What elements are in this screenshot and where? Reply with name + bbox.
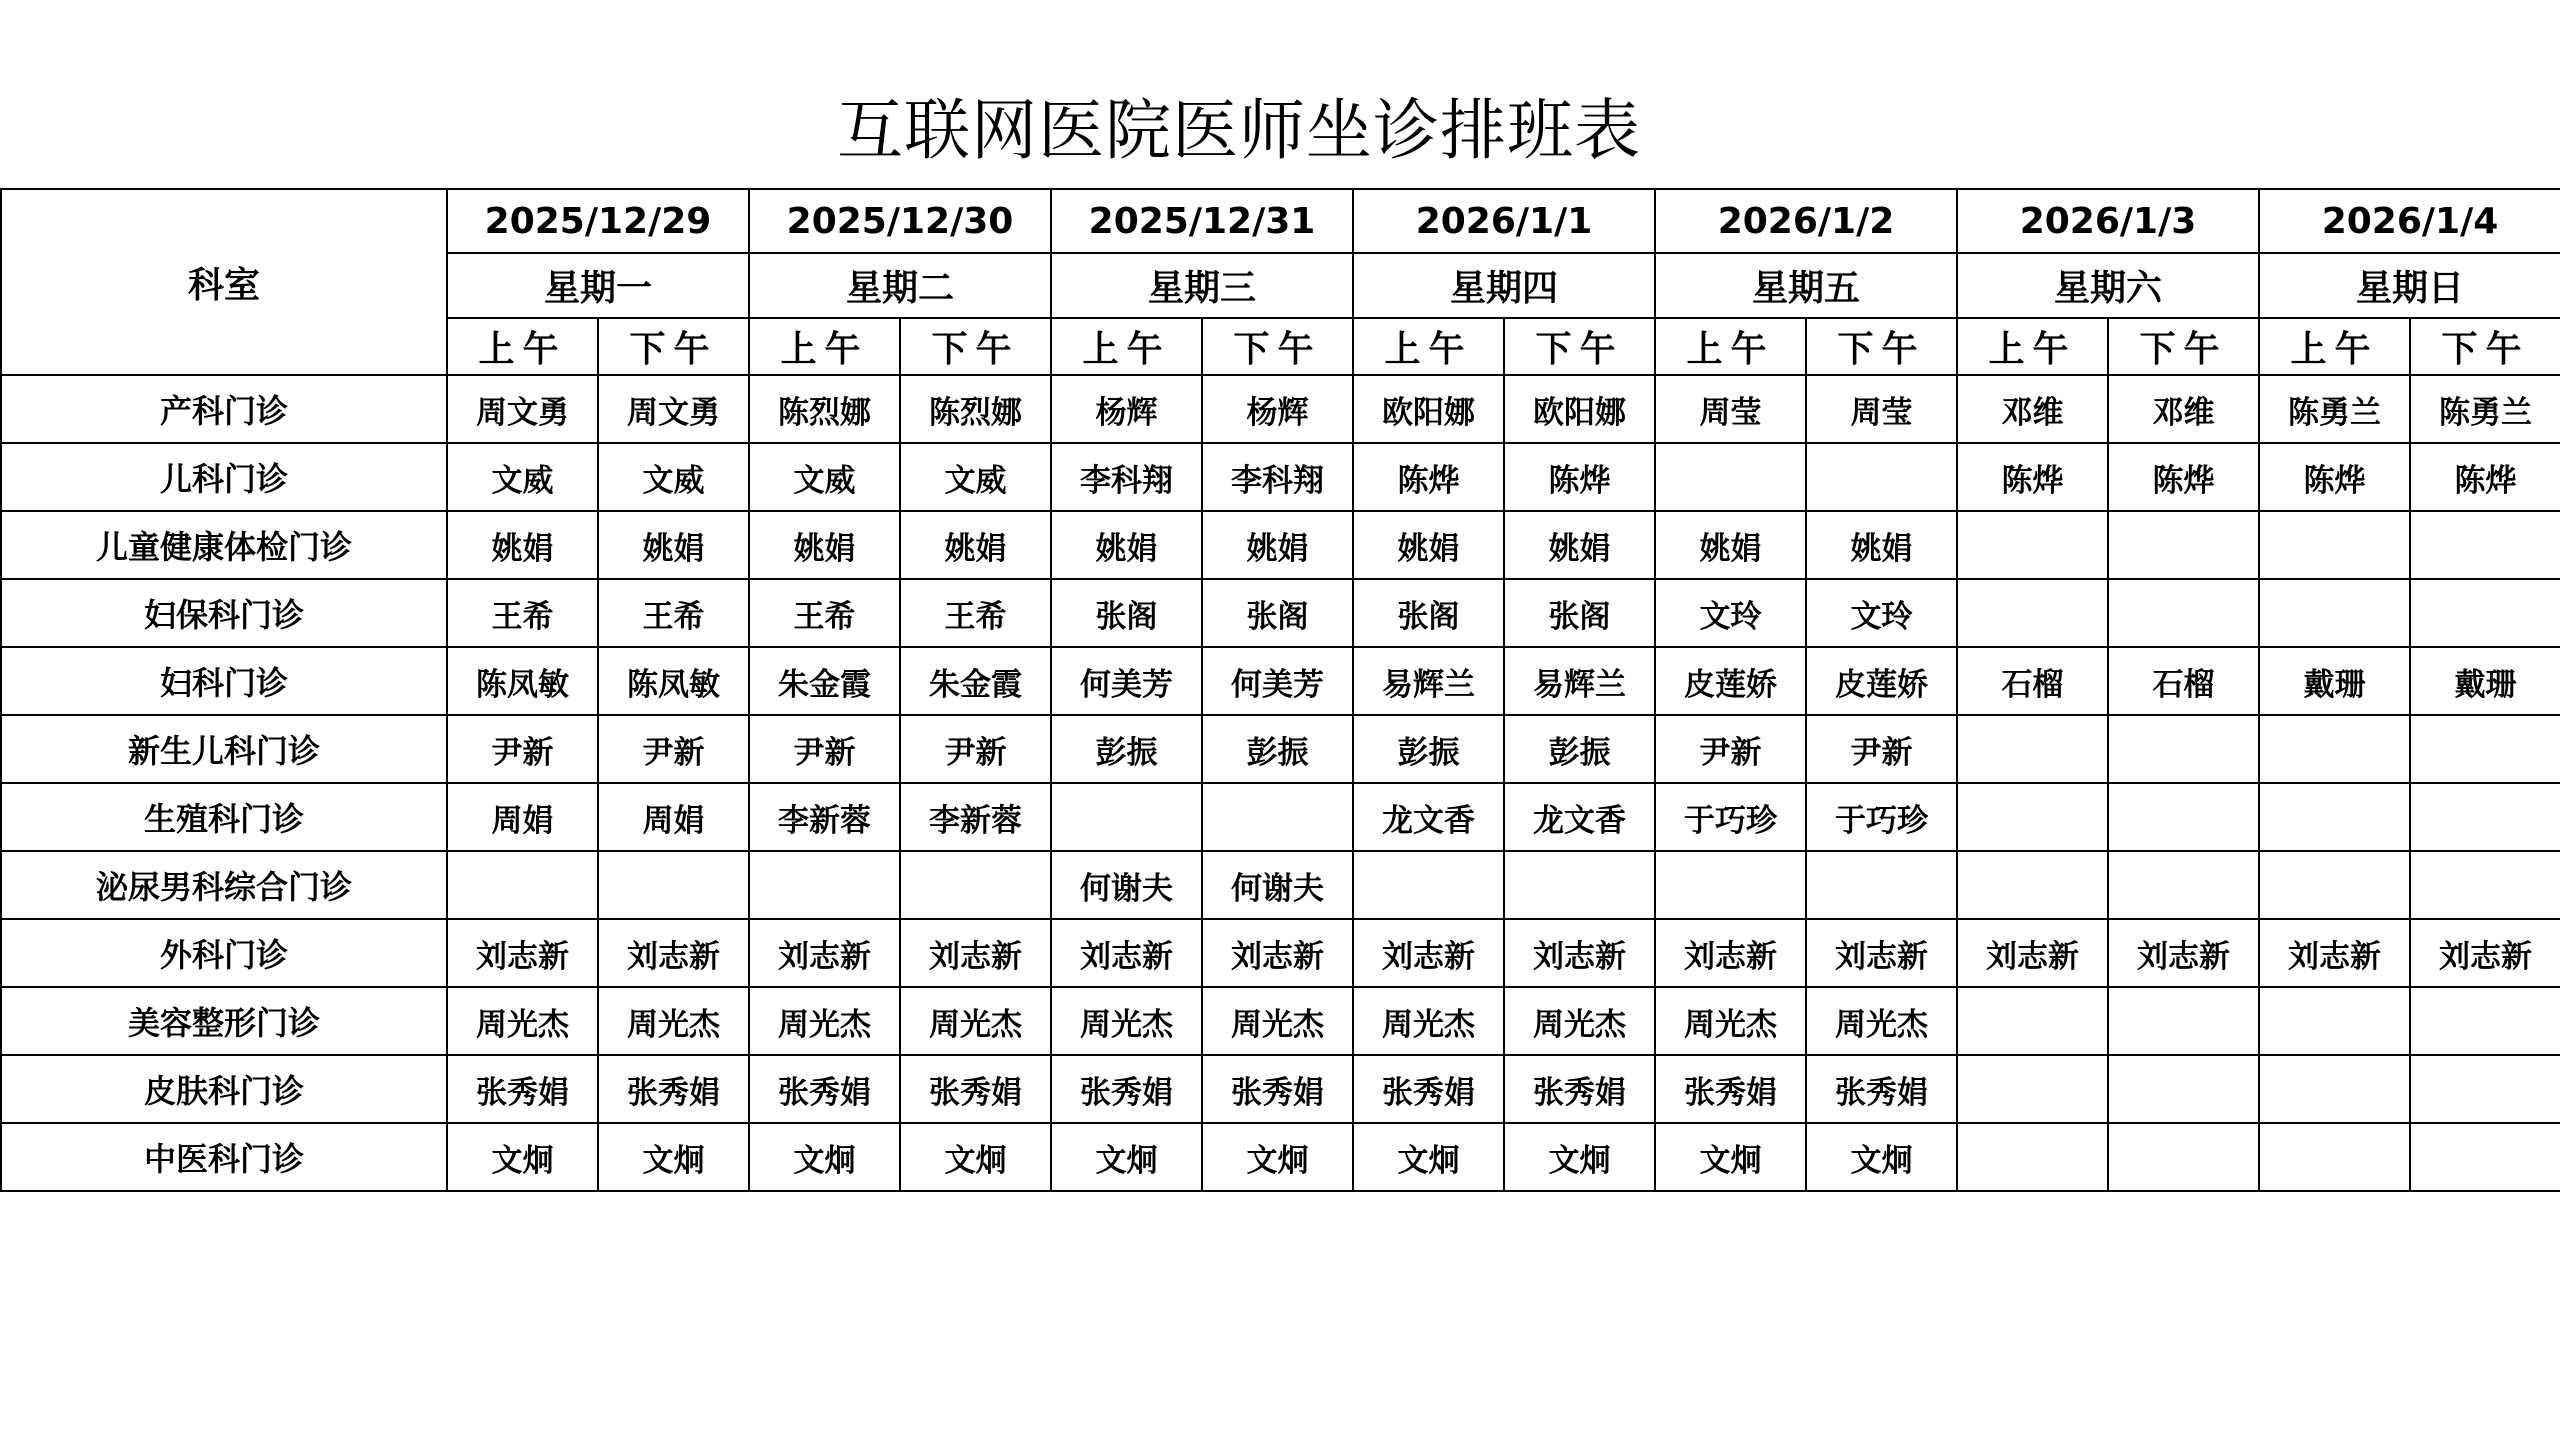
doctor-cell: 周光杰: [749, 987, 900, 1055]
weekday-header: 星期六: [1957, 253, 2259, 318]
doctor-cell: 周光杰: [900, 987, 1051, 1055]
doctor-cell: 于巧珍: [1806, 783, 1957, 851]
doctor-cell: 尹新: [900, 715, 1051, 783]
doctor-cell: 张秀娟: [598, 1055, 749, 1123]
doctor-cell: 文炯: [1806, 1123, 1957, 1191]
doctor-cell: 刘志新: [1051, 919, 1202, 987]
doctor-cell: 文威: [598, 443, 749, 511]
doctor-cell: 刘志新: [749, 919, 900, 987]
doctor-cell: 皮莲娇: [1655, 647, 1806, 715]
doctor-cell: 邓维: [2108, 375, 2259, 443]
doctor-cell: 尹新: [598, 715, 749, 783]
doctor-cell: 陈烨: [1353, 443, 1504, 511]
afternoon-slot-header: 下午: [1202, 318, 1353, 375]
doctor-cell: 周光杰: [1353, 987, 1504, 1055]
doctor-cell: 皮莲娇: [1806, 647, 1957, 715]
doctor-cell: 陈烈娜: [749, 375, 900, 443]
weekday-header: 星期四: [1353, 253, 1655, 318]
doctor-cell: [2410, 511, 2560, 579]
doctor-cell: 陈凤敏: [598, 647, 749, 715]
doctor-cell: 文炯: [1202, 1123, 1353, 1191]
doctor-cell: [2410, 715, 2560, 783]
doctor-cell: 王希: [900, 579, 1051, 647]
date-header: 2025/12/29: [447, 189, 749, 253]
doctor-cell: [2108, 1055, 2259, 1123]
doctor-cell: 刘志新: [2108, 919, 2259, 987]
doctor-cell: 姚娟: [1806, 511, 1957, 579]
doctor-cell: 龙文香: [1504, 783, 1655, 851]
dept-name: 美容整形门诊: [1, 987, 447, 1055]
dept-name: 皮肤科门诊: [1, 1055, 447, 1123]
doctor-cell: [2108, 579, 2259, 647]
doctor-cell: 李科翔: [1202, 443, 1353, 511]
doctor-cell: 姚娟: [1655, 511, 1806, 579]
doctor-cell: 李新蓉: [900, 783, 1051, 851]
doctor-cell: [2259, 1123, 2410, 1191]
doctor-cell: 尹新: [1806, 715, 1957, 783]
doctor-cell: [2108, 511, 2259, 579]
doctor-cell: 王希: [598, 579, 749, 647]
doctor-cell: 文玲: [1655, 579, 1806, 647]
doctor-cell: 张秀娟: [900, 1055, 1051, 1123]
doctor-cell: 张阁: [1202, 579, 1353, 647]
doctor-cell: 欧阳娜: [1504, 375, 1655, 443]
morning-slot-header: 上午: [1957, 318, 2108, 375]
doctor-cell: 刘志新: [1957, 919, 2108, 987]
doctor-cell: 张阁: [1504, 579, 1655, 647]
doctor-cell: 张阁: [1353, 579, 1504, 647]
dept-name: 儿科门诊: [1, 443, 447, 511]
doctor-cell: 周光杰: [1051, 987, 1202, 1055]
header-row-dates: [1, 189, 2560, 253]
doctor-cell: 周光杰: [1655, 987, 1806, 1055]
date-header: 2026/1/1: [1353, 189, 1655, 253]
doctor-cell: [1504, 851, 1655, 919]
doctor-cell: [1957, 987, 2108, 1055]
doctor-cell: 彭振: [1353, 715, 1504, 783]
doctor-cell: 石榴: [2108, 647, 2259, 715]
doctor-cell: [2410, 851, 2560, 919]
doctor-cell: 何谢夫: [1051, 851, 1202, 919]
doctor-cell: 姚娟: [447, 511, 598, 579]
date-header: 2026/1/2: [1655, 189, 1957, 253]
doctor-cell: 张秀娟: [1504, 1055, 1655, 1123]
doctor-cell: 姚娟: [900, 511, 1051, 579]
doctor-cell: 陈烨: [2108, 443, 2259, 511]
doctor-cell: 姚娟: [1202, 511, 1353, 579]
doctor-cell: 易辉兰: [1353, 647, 1504, 715]
doctor-cell: 刘志新: [1655, 919, 1806, 987]
doctor-cell: [2259, 987, 2410, 1055]
doctor-cell: [2259, 511, 2410, 579]
doctor-cell: 文炯: [749, 1123, 900, 1191]
table-row: [1, 715, 2560, 783]
doctor-cell: 周娟: [447, 783, 598, 851]
doctor-cell: [1353, 851, 1504, 919]
table-row: [1, 647, 2560, 715]
weekday-header: 星期五: [1655, 253, 1957, 318]
doctor-cell: 刘志新: [1202, 919, 1353, 987]
doctor-cell: 杨辉: [1202, 375, 1353, 443]
doctor-cell: 刘志新: [1806, 919, 1957, 987]
doctor-cell: 何谢夫: [1202, 851, 1353, 919]
date-header: 2026/1/3: [1957, 189, 2259, 253]
doctor-cell: 姚娟: [1504, 511, 1655, 579]
table-row: [1, 1123, 2560, 1191]
doctor-cell: [2108, 851, 2259, 919]
doctor-cell: [1957, 1055, 2108, 1123]
doctor-cell: 周光杰: [447, 987, 598, 1055]
doctor-cell: 陈烨: [2410, 443, 2560, 511]
doctor-cell: [598, 851, 749, 919]
doctor-cell: [1957, 783, 2108, 851]
doctor-cell: 刘志新: [2410, 919, 2560, 987]
doctor-cell: [2410, 1123, 2560, 1191]
table-row: [1, 919, 2560, 987]
dept-name: 泌尿男科综合门诊: [1, 851, 447, 919]
dept-name: 妇科门诊: [1, 647, 447, 715]
doctor-cell: [1957, 511, 2108, 579]
doctor-cell: [447, 851, 598, 919]
doctor-cell: [1806, 443, 1957, 511]
doctor-cell: 李科翔: [1051, 443, 1202, 511]
doctor-cell: 文威: [447, 443, 598, 511]
doctor-cell: 易辉兰: [1504, 647, 1655, 715]
morning-slot-header: 上午: [2259, 318, 2410, 375]
doctor-cell: 于巧珍: [1655, 783, 1806, 851]
doctor-cell: 邓维: [1957, 375, 2108, 443]
doctor-cell: 刘志新: [1353, 919, 1504, 987]
doctor-cell: [2259, 579, 2410, 647]
morning-slot-header: 上午: [1655, 318, 1806, 375]
doctor-cell: 周光杰: [1806, 987, 1957, 1055]
dept-name: 外科门诊: [1, 919, 447, 987]
doctor-cell: [2410, 783, 2560, 851]
doctor-cell: 刘志新: [1504, 919, 1655, 987]
afternoon-slot-header: 下午: [598, 318, 749, 375]
dept-name: 新生儿科门诊: [1, 715, 447, 783]
afternoon-slot-header: 下午: [1504, 318, 1655, 375]
date-header: 2025/12/31: [1051, 189, 1353, 253]
doctor-cell: 文威: [900, 443, 1051, 511]
doctor-cell: [2410, 987, 2560, 1055]
doctor-cell: [1957, 715, 2108, 783]
doctor-cell: [1202, 783, 1353, 851]
doctor-cell: [1655, 851, 1806, 919]
doctor-cell: [2410, 1055, 2560, 1123]
doctor-cell: 陈烨: [1504, 443, 1655, 511]
doctor-cell: 尹新: [749, 715, 900, 783]
doctor-cell: 欧阳娜: [1353, 375, 1504, 443]
afternoon-slot-header: 下午: [1806, 318, 1957, 375]
doctor-cell: 周莹: [1806, 375, 1957, 443]
doctor-cell: 张秀娟: [447, 1055, 598, 1123]
table-row: [1, 511, 2560, 579]
date-header: 2026/1/4: [2259, 189, 2560, 253]
weekday-header: 星期日: [2259, 253, 2560, 318]
doctor-cell: 周光杰: [1202, 987, 1353, 1055]
doctor-cell: [2108, 715, 2259, 783]
doctor-cell: [1655, 443, 1806, 511]
doctor-cell: 姚娟: [1051, 511, 1202, 579]
page-title: 互联网医院医师坐诊排班表: [837, 92, 1641, 169]
doctor-cell: 周娟: [598, 783, 749, 851]
doctor-cell: 文炯: [1504, 1123, 1655, 1191]
doctor-cell: 文炯: [1353, 1123, 1504, 1191]
doctor-cell: 彭振: [1202, 715, 1353, 783]
doctor-cell: [2410, 579, 2560, 647]
doctor-cell: 文玲: [1806, 579, 1957, 647]
doctor-cell: 文炯: [1051, 1123, 1202, 1191]
doctor-cell: 尹新: [447, 715, 598, 783]
morning-slot-header: 上午: [1051, 318, 1202, 375]
doctor-cell: 姚娟: [749, 511, 900, 579]
doctor-cell: 何美芳: [1202, 647, 1353, 715]
doctor-cell: 戴珊: [2259, 647, 2410, 715]
dept-column-header: 科室: [1, 189, 447, 375]
afternoon-slot-header: 下午: [900, 318, 1051, 375]
table-row: [1, 375, 2560, 443]
weekday-header: 星期二: [749, 253, 1051, 318]
doctor-cell: [1051, 783, 1202, 851]
morning-slot-header: 上午: [1353, 318, 1504, 375]
doctor-cell: 周莹: [1655, 375, 1806, 443]
doctor-cell: 张秀娟: [1051, 1055, 1202, 1123]
dept-name: 儿童健康体检门诊: [1, 511, 447, 579]
doctor-cell: 杨辉: [1051, 375, 1202, 443]
doctor-cell: [1957, 851, 2108, 919]
doctor-cell: [2108, 1123, 2259, 1191]
doctor-cell: 刘志新: [447, 919, 598, 987]
doctor-cell: 何美芳: [1051, 647, 1202, 715]
table-row: [1, 851, 2560, 919]
doctor-cell: 尹新: [1655, 715, 1806, 783]
doctor-cell: 周光杰: [1504, 987, 1655, 1055]
doctor-cell: 陈勇兰: [2410, 375, 2560, 443]
schedule-table: [0, 188, 2560, 1192]
weekday-header: 星期一: [447, 253, 749, 318]
doctor-cell: 刘志新: [900, 919, 1051, 987]
doctor-cell: 周文勇: [447, 375, 598, 443]
doctor-cell: 王希: [749, 579, 900, 647]
doctor-cell: 姚娟: [598, 511, 749, 579]
doctor-cell: 陈烨: [2259, 443, 2410, 511]
table-row: [1, 579, 2560, 647]
doctor-cell: 刘志新: [2259, 919, 2410, 987]
doctor-cell: 朱金霞: [900, 647, 1051, 715]
afternoon-slot-header: 下午: [2410, 318, 2560, 375]
doctor-cell: [2108, 987, 2259, 1055]
doctor-cell: [2108, 783, 2259, 851]
table-row: [1, 987, 2560, 1055]
doctor-cell: [900, 851, 1051, 919]
doctor-cell: 张秀娟: [1202, 1055, 1353, 1123]
doctor-cell: 龙文香: [1353, 783, 1504, 851]
doctor-cell: 刘志新: [598, 919, 749, 987]
doctor-cell: 彭振: [1051, 715, 1202, 783]
doctor-cell: 周光杰: [598, 987, 749, 1055]
dept-name: 妇保科门诊: [1, 579, 447, 647]
date-header: 2025/12/30: [749, 189, 1051, 253]
doctor-cell: 陈凤敏: [447, 647, 598, 715]
doctor-cell: 陈烈娜: [900, 375, 1051, 443]
doctor-cell: [2259, 715, 2410, 783]
doctor-cell: [749, 851, 900, 919]
table-row: [1, 783, 2560, 851]
doctor-cell: 张秀娟: [1353, 1055, 1504, 1123]
morning-slot-header: 上午: [749, 318, 900, 375]
doctor-cell: 戴珊: [2410, 647, 2560, 715]
dept-name: 产科门诊: [1, 375, 447, 443]
weekday-header: 星期三: [1051, 253, 1353, 318]
doctor-cell: [2259, 851, 2410, 919]
doctor-cell: 石榴: [1957, 647, 2108, 715]
doctor-cell: 文炯: [900, 1123, 1051, 1191]
afternoon-slot-header: 下午: [2108, 318, 2259, 375]
doctor-cell: 文炯: [1655, 1123, 1806, 1191]
doctor-cell: [2259, 783, 2410, 851]
doctor-cell: 文威: [749, 443, 900, 511]
doctor-cell: [1957, 1123, 2108, 1191]
table-row: [1, 443, 2560, 511]
morning-slot-header: 上午: [447, 318, 598, 375]
doctor-cell: [1957, 579, 2108, 647]
dept-name: 生殖科门诊: [1, 783, 447, 851]
doctor-cell: 李新蓉: [749, 783, 900, 851]
dept-name: 中医科门诊: [1, 1123, 447, 1191]
doctor-cell: 张阁: [1051, 579, 1202, 647]
doctor-cell: 周文勇: [598, 375, 749, 443]
doctor-cell: [2259, 1055, 2410, 1123]
doctor-cell: 张秀娟: [1806, 1055, 1957, 1123]
doctor-cell: 朱金霞: [749, 647, 900, 715]
doctor-cell: [1806, 851, 1957, 919]
doctor-cell: 张秀娟: [749, 1055, 900, 1123]
doctor-cell: 陈烨: [1957, 443, 2108, 511]
table-row: [1, 1055, 2560, 1123]
doctor-cell: 彭振: [1504, 715, 1655, 783]
doctor-cell: 姚娟: [1353, 511, 1504, 579]
doctor-cell: 王希: [447, 579, 598, 647]
doctor-cell: 张秀娟: [1655, 1055, 1806, 1123]
doctor-cell: 文炯: [598, 1123, 749, 1191]
doctor-cell: 陈勇兰: [2259, 375, 2410, 443]
schedule-body: [1, 189, 2560, 1191]
doctor-cell: 文炯: [447, 1123, 598, 1191]
